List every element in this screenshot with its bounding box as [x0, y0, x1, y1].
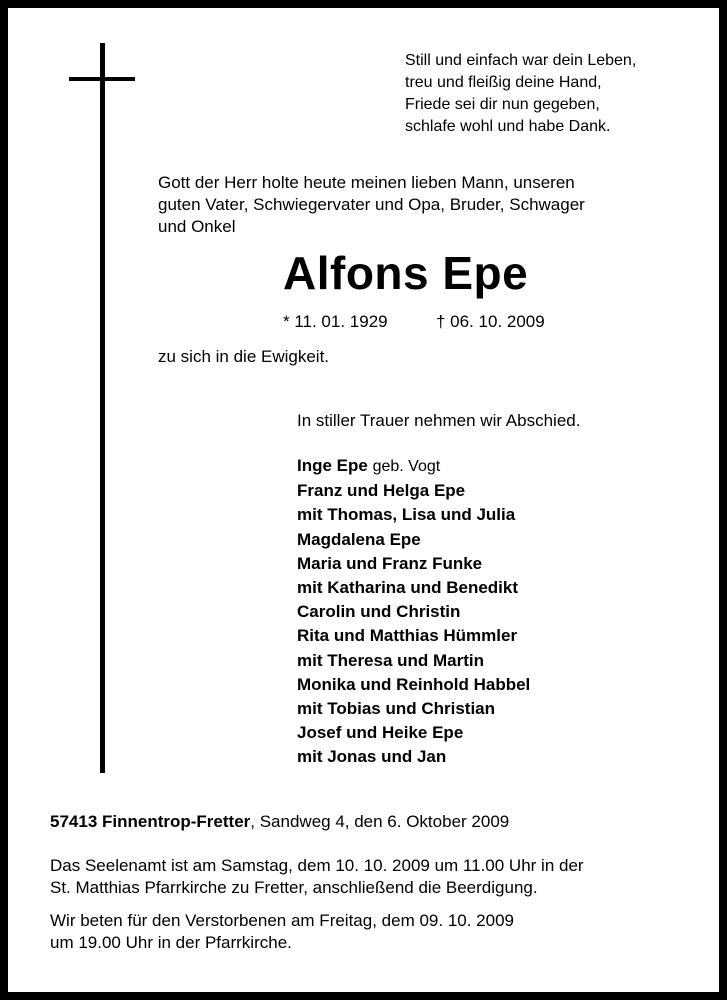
prayer-line: um 19.00 Uhr in der Pfarrkirche. — [50, 933, 292, 952]
family-member — [297, 454, 530, 479]
address-city: 57413 Finnentrop-Fretter — [50, 812, 251, 831]
family-member-name: Inge Epe — [297, 456, 368, 475]
family-member: Maria und Franz Funke — [297, 553, 483, 573]
intro-line: guten Vater, Schwiegervater und Opa, Bruder, Schwager — [158, 195, 585, 214]
prayer-info — [50, 910, 514, 954]
family-member: Rita und Matthias Hümmler — [297, 626, 518, 646]
family-member: Franz und Helga Epe — [297, 481, 466, 501]
family-member: Josef und Heike Epe — [297, 723, 464, 743]
poem-line: schlafe wohl und habe Dank. — [405, 118, 611, 135]
poem-line: treu und fleißig deine Hand, — [405, 74, 602, 91]
family-list — [297, 454, 530, 770]
intro-text — [158, 172, 585, 238]
maiden-name: geb. Vogt — [372, 458, 441, 475]
family-member: mit Thomas, Lisa und Julia — [297, 505, 516, 525]
intro-line: und Onkel — [158, 217, 236, 236]
address — [50, 812, 509, 832]
family-member: Magdalena Epe — [297, 529, 421, 549]
mourning-text: In stiller Trauer nehmen wir Abschied. — [297, 411, 581, 430]
poem-line: Friede sei dir nun gegeben, — [405, 96, 600, 113]
poem — [405, 50, 636, 138]
family-member: mit Tobias und Christian — [297, 699, 496, 719]
family-member: Monika und Reinhold Habbel — [297, 674, 531, 694]
intro-line: Gott der Herr holte heute meinen lieben Mann, unseren — [158, 173, 575, 192]
family-member: mit Katharina und Benedikt — [297, 578, 519, 598]
service-line: Das Seelenamt ist am Samstag, dem 10. 10. 2009 um 11.00 Uhr in der — [50, 856, 584, 875]
death-date: † 06. 10. 2009 — [436, 312, 545, 331]
poem-line: Still und einfach war dein Leben, — [405, 52, 637, 69]
family-member: mit Theresa und Martin — [297, 650, 485, 670]
deceased-name: Alfons Epe — [283, 247, 529, 299]
cross-icon — [100, 43, 105, 773]
family-member: Carolin und Christin — [297, 602, 461, 622]
birth-date: * 11. 01. 1929 — [283, 312, 388, 331]
service-line: St. Matthias Pfarrkirche zu Fretter, anschließend die Beerdigung. — [50, 878, 538, 897]
prayer-line: Wir beten für den Verstorbenen am Freitag, dem 09. 10. 2009 — [50, 911, 514, 930]
eternity-text: zu sich in die Ewigkeit. — [158, 347, 330, 366]
address-street-date: , Sandweg 4, den 6. Oktober 2009 — [250, 812, 510, 831]
cross-icon-bar — [69, 77, 135, 81]
service-info — [50, 855, 584, 899]
family-member: mit Jonas und Jan — [297, 747, 447, 767]
